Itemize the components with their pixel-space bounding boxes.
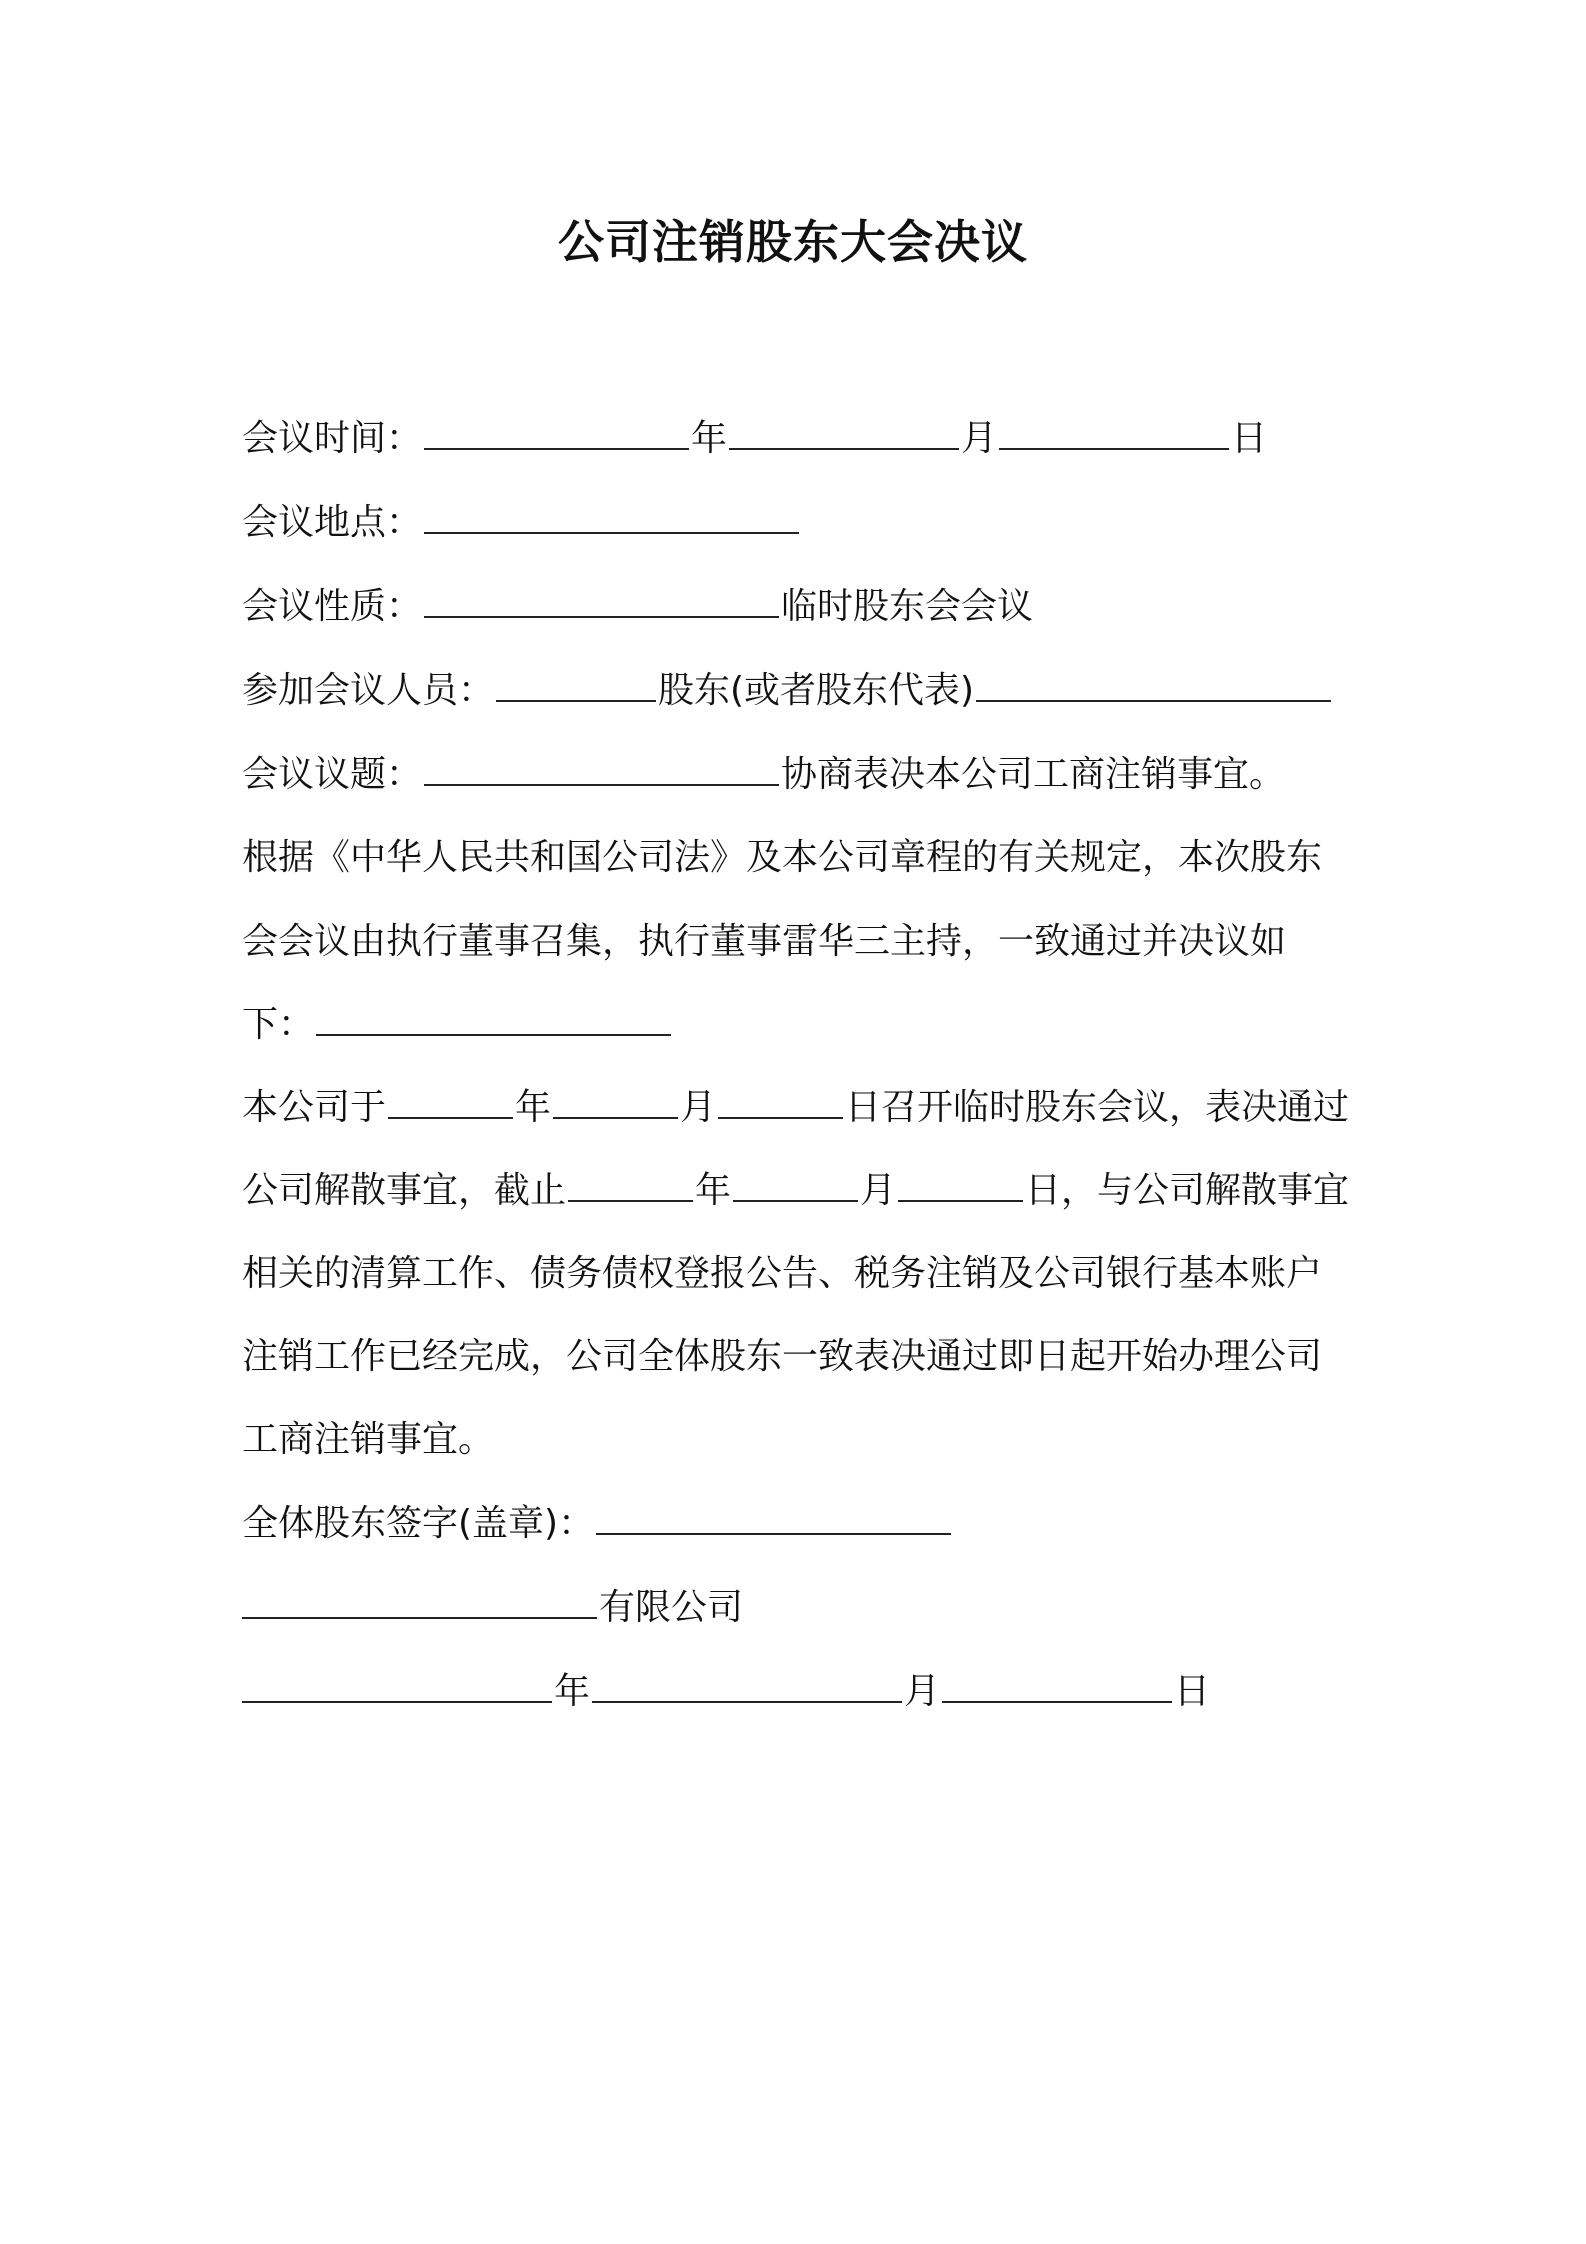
convene-month-blank[interactable] xyxy=(553,1083,678,1119)
company-line xyxy=(242,1583,1362,1633)
intro-line-3-prefix: 下： xyxy=(242,1004,315,1045)
signature-label: 全体股东签字(盖章)： xyxy=(242,1503,595,1544)
meeting-year-unit: 年 xyxy=(691,418,728,459)
meeting-day-unit: 日 xyxy=(1231,418,1268,459)
meeting-day-blank[interactable] xyxy=(999,414,1229,450)
meeting-month-blank[interactable] xyxy=(729,414,959,450)
sign-day-blank[interactable] xyxy=(942,1667,1172,1703)
topic-blank[interactable] xyxy=(424,750,779,786)
sign-year-unit: 年 xyxy=(554,1671,591,1712)
meeting-place-blank[interactable] xyxy=(424,498,799,534)
meeting-time-label: 会议时间： xyxy=(242,418,423,459)
intro-line-3 xyxy=(242,1000,1362,1050)
meeting-nature-label: 会议性质： xyxy=(242,586,423,627)
company-name-blank[interactable] xyxy=(242,1583,597,1619)
topic-line xyxy=(242,750,1362,800)
signature-line xyxy=(242,1499,1362,1549)
topic-suffix: 协商表决本公司工商注销事宜。 xyxy=(781,754,1286,795)
intro-line-2: 会会议由执行董事召集，执行董事雷华三主持，一致通过并决议如 xyxy=(242,921,1287,962)
convene-day-blank[interactable] xyxy=(718,1083,843,1119)
convene-year-blank[interactable] xyxy=(388,1083,513,1119)
meeting-time-line xyxy=(242,414,1362,464)
resolution-line-3: 相关的清算工作、债务债权登报公告、税务注销及公司银行基本账户 xyxy=(242,1253,1323,1294)
resolution-line-5: 工商注销事宜。 xyxy=(242,1419,495,1460)
sign-date-line xyxy=(242,1667,1362,1717)
sign-year-blank[interactable] xyxy=(242,1667,552,1703)
meeting-year-blank[interactable] xyxy=(424,414,689,450)
meeting-nature-suffix: 临时股东会会议 xyxy=(781,586,1034,627)
deadline-day-blank[interactable] xyxy=(898,1166,1023,1202)
document-title: 公司注销股东大会决议 xyxy=(558,215,1028,269)
convene-month-unit: 月 xyxy=(680,1087,717,1128)
meeting-month-unit: 月 xyxy=(961,418,998,459)
deadline-year-blank[interactable] xyxy=(568,1166,693,1202)
meeting-nature-line xyxy=(242,582,1362,632)
attendees-label: 参加会议人员： xyxy=(242,670,495,711)
company-suffix: 有限公司 xyxy=(599,1587,744,1628)
deadline-year-unit: 年 xyxy=(695,1170,732,1211)
resolution-line-1-start: 本公司于 xyxy=(242,1087,387,1128)
attendees-line xyxy=(242,666,1362,716)
attendees-middle: 股东(或者股东代表) xyxy=(658,670,975,711)
resolution-line-1-tail: 日召开临时股东会议，表决通过 xyxy=(845,1087,1350,1128)
resolution-line-2-tail: 日，与公司解散事宜 xyxy=(1025,1170,1350,1211)
deadline-month-blank[interactable] xyxy=(733,1166,858,1202)
intro-line-1: 根据《中华人民共和国公司法》及本公司章程的有关规定，本次股东 xyxy=(242,837,1323,878)
sign-month-blank[interactable] xyxy=(592,1667,902,1703)
resolution-line-2-start: 公司解散事宜，截止 xyxy=(242,1170,567,1211)
resolution-line-1 xyxy=(242,1083,1362,1133)
sign-month-unit: 月 xyxy=(904,1671,941,1712)
topic-label: 会议议题： xyxy=(242,754,423,795)
resolution-blank[interactable] xyxy=(316,1000,671,1036)
signature-blank[interactable] xyxy=(596,1499,951,1535)
meeting-place-label: 会议地点： xyxy=(242,502,423,543)
sign-day-unit: 日 xyxy=(1174,1671,1211,1712)
resolution-line-4: 注销工作已经完成，公司全体股东一致表决通过即日起开始办理公司 xyxy=(242,1336,1323,1377)
resolution-line-2 xyxy=(242,1166,1362,1216)
meeting-nature-blank[interactable] xyxy=(424,582,779,618)
attendees-count-blank[interactable] xyxy=(496,666,656,702)
attendees-names-blank[interactable] xyxy=(976,666,1331,702)
meeting-place-line xyxy=(242,498,1362,548)
convene-year-unit: 年 xyxy=(515,1087,552,1128)
deadline-month-unit: 月 xyxy=(860,1170,897,1211)
